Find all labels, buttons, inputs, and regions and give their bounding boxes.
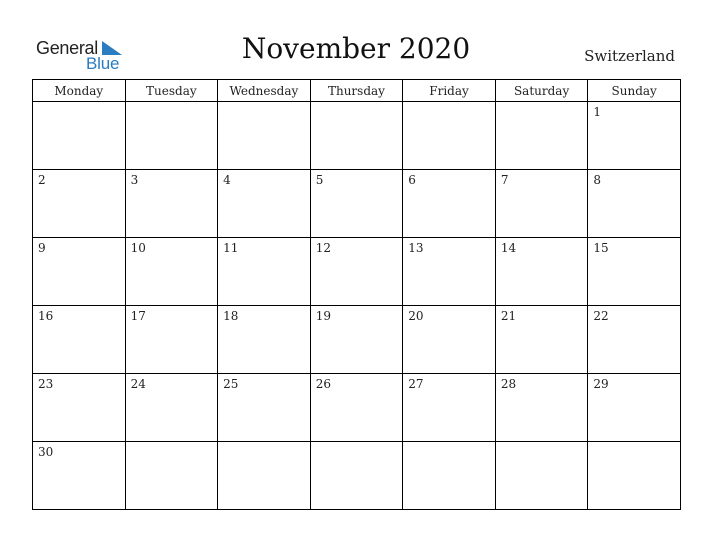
day-cell [588, 442, 681, 510]
weekday-header-row [33, 80, 681, 102]
day-cell: 25 [218, 374, 311, 442]
day-cell: 11 [218, 238, 311, 306]
day-cell: 3 [125, 170, 218, 238]
day-cell [403, 442, 496, 510]
day-cell [125, 442, 218, 510]
day-cell: 14 [495, 238, 588, 306]
weekday-header: Friday [403, 80, 496, 102]
day-cell: 4 [218, 170, 311, 238]
day-cell: 24 [125, 374, 218, 442]
day-cell: 7 [495, 170, 588, 238]
week-row [33, 442, 681, 510]
day-cell [310, 442, 403, 510]
day-cell: 10 [125, 238, 218, 306]
day-cell: 26 [310, 374, 403, 442]
calendar-title: November 2020 [241, 32, 471, 65]
day-cell: 6 [403, 170, 496, 238]
day-cell: 17 [125, 306, 218, 374]
week-row [33, 170, 681, 238]
day-cell: 28 [495, 374, 588, 442]
day-cell: 29 [588, 374, 681, 442]
weekday-header: Thursday [310, 80, 403, 102]
logo-text-general: General [36, 38, 98, 58]
weekday-header: Monday [33, 80, 126, 102]
day-cell: 16 [33, 306, 126, 374]
day-cell: 30 [33, 442, 126, 510]
week-row [33, 102, 681, 170]
day-cell: 15 [588, 238, 681, 306]
day-cell: 21 [495, 306, 588, 374]
day-cell [310, 102, 403, 170]
day-cell: 13 [403, 238, 496, 306]
day-cell: 19 [310, 306, 403, 374]
week-row [33, 306, 681, 374]
day-cell [495, 442, 588, 510]
day-cell: 5 [310, 170, 403, 238]
day-cell: 2 [33, 170, 126, 238]
day-cell: 20 [403, 306, 496, 374]
logo-text-blue: Blue [86, 54, 120, 73]
day-cell: 9 [33, 238, 126, 306]
weekday-header: Tuesday [125, 80, 218, 102]
day-cell [403, 102, 496, 170]
week-row [33, 238, 681, 306]
weekday-header: Saturday [495, 80, 588, 102]
weekday-header: Sunday [588, 80, 681, 102]
day-cell: 27 [403, 374, 496, 442]
day-cell [218, 442, 311, 510]
country-label: Switzerland [584, 47, 675, 65]
day-cell [125, 102, 218, 170]
day-cell: 12 [310, 238, 403, 306]
week-row [33, 374, 681, 442]
day-cell: 18 [218, 306, 311, 374]
day-cell: 1 [588, 102, 681, 170]
day-cell: 23 [33, 374, 126, 442]
day-cell [495, 102, 588, 170]
day-cell [33, 102, 126, 170]
calendar-grid [32, 79, 681, 510]
day-cell [218, 102, 311, 170]
weekday-header: Wednesday [218, 80, 311, 102]
day-cell: 22 [588, 306, 681, 374]
day-cell: 8 [588, 170, 681, 238]
